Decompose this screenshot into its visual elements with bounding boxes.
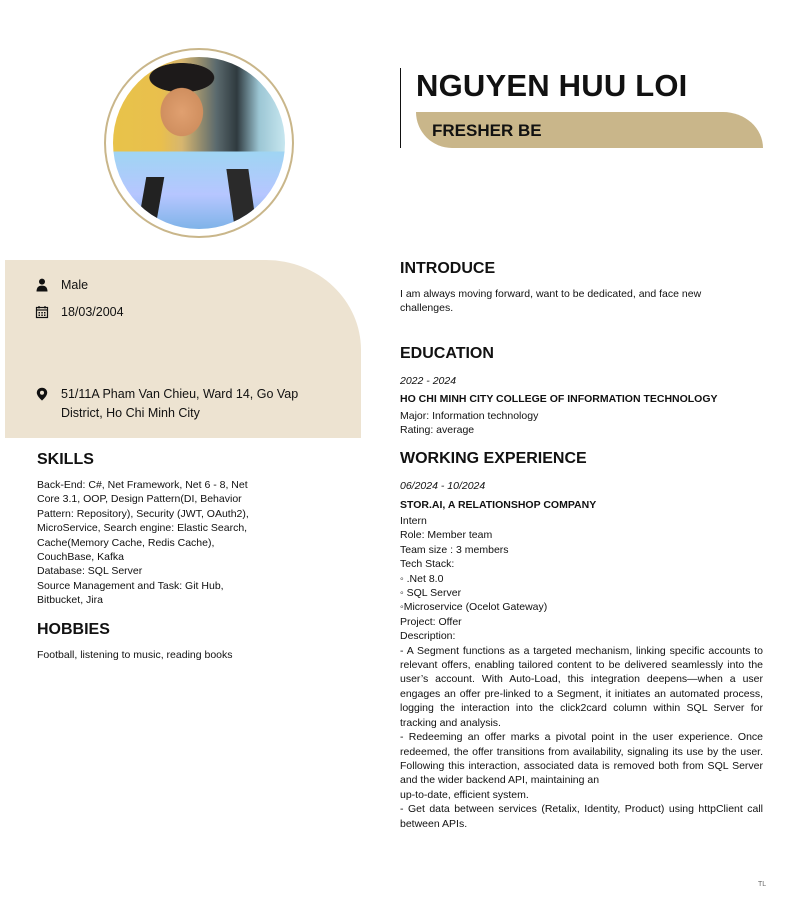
introduce-line: challenges. xyxy=(400,302,454,315)
experience-period: 06/2024 - 10/2024 xyxy=(400,480,486,492)
skills-line: Bitbucket, Jira xyxy=(37,594,103,607)
experience-team-size: Team size : 3 members xyxy=(400,543,509,556)
description-paragraph: up-to-date, efficient system. xyxy=(400,788,529,801)
role-title: FRESHER BE xyxy=(432,121,542,140)
hobbies-heading: HOBBIES xyxy=(37,621,110,638)
skills-line: CouchBase, Kafka xyxy=(37,551,124,564)
skills-line: Cache(Memory Cache, Redis Cache), xyxy=(37,536,215,549)
description-paragraph: - Get data between services (Retalix, Identity, Product) using httpClient call between APIs. xyxy=(400,803,763,830)
education-rating: Rating: average xyxy=(400,424,475,436)
skills-heading: SKILLS xyxy=(37,451,94,468)
tech-stack-item: ◦ SQL Server xyxy=(400,587,462,600)
name-divider xyxy=(400,68,401,148)
experience-role: Role: Member team xyxy=(400,529,493,542)
skills-line: Database: SQL Server xyxy=(37,565,143,578)
skills-list xyxy=(37,478,277,608)
calendar-icon xyxy=(35,305,49,319)
experience-description-label: Description: xyxy=(400,630,456,643)
description-paragraph: - Redeeming an offer marks a pivotal point in the user experience. Once redeemed, the offer transitions from availability, signaling its use by the user. Following this interaction, associated data is removed both from SQL Server and the wider backend API, maintaining an xyxy=(400,731,763,787)
birthdate-row xyxy=(35,303,321,322)
description-paragraph: - A Segment functions as a targeted mechanism, linking specific accounts to relevant offers, enabling tailored content to be delivered seamlessly into the user’s account. With Auto-Load, this integration deepens—when a user engages an offer pre-linked to a Segment, it initiates an automated process, logging the interaction into the click2card column within SQL Server for tracking and analysis. xyxy=(400,644,763,729)
address-row xyxy=(35,385,321,423)
page-mark: TL xyxy=(758,881,767,888)
tech-stack-item: ◦Microservice (Ocelot Gateway) xyxy=(400,601,548,614)
person-icon xyxy=(35,278,49,292)
gender-row xyxy=(35,276,321,295)
skills-line: Core 3.1, OOP, Design Pattern(DI, Behavior xyxy=(37,493,242,506)
education-period: 2022 - 2024 xyxy=(400,375,457,387)
introduce-text xyxy=(400,287,763,316)
address-value: 51/11A Pham Van Chieu, Ward 14, Go Vap District, Ho Chi Minh City xyxy=(61,387,299,420)
experience-details xyxy=(400,514,763,831)
experience-tech-stack-label: Tech Stack: xyxy=(400,558,455,571)
photo-detail xyxy=(136,177,165,229)
introduce-line: I am always moving forward, want to be dedicated, and face new xyxy=(400,288,702,300)
education-school: HO CHI MINH CITY COLLEGE OF INFORMATION TECHNOLOGY xyxy=(400,393,718,405)
profile-photo xyxy=(113,57,285,229)
gender-value: Male xyxy=(61,278,89,292)
location-pin-icon xyxy=(35,387,49,401)
skills-line: Back-End: C#, Net Framework, Net 6 - 8, Net xyxy=(37,479,248,491)
tech-stack-item: ◦ .Net 8.0 xyxy=(400,572,444,585)
experience-company: STOR.AI, A RELATIONSHOP COMPANY xyxy=(400,499,597,511)
skills-line: MicroService, Search engine: Elastic Search, xyxy=(37,522,248,535)
skills-line: Source Management and Task: Git Hub, xyxy=(37,579,224,592)
education-major: Major: Information technology xyxy=(400,410,539,422)
experience-project: Project: Offer xyxy=(400,615,462,628)
experience-heading: WORKING EXPERIENCE xyxy=(400,450,587,467)
role-banner xyxy=(416,112,763,148)
candidate-name: NGUYEN HUU LOI xyxy=(416,68,688,103)
hobbies-text: Football, listening to music, reading books xyxy=(37,649,233,661)
experience-position: Intern xyxy=(400,515,427,527)
photo-detail xyxy=(226,169,257,229)
profile-photo-frame xyxy=(104,48,294,238)
education-heading: EDUCATION xyxy=(400,345,494,362)
introduce-heading: INTRODUCE xyxy=(400,260,496,277)
skills-line: Pattern: Repository), Security (JWT, OAuth2), xyxy=(37,507,249,520)
birthdate-value: 18/03/2004 xyxy=(61,305,124,319)
